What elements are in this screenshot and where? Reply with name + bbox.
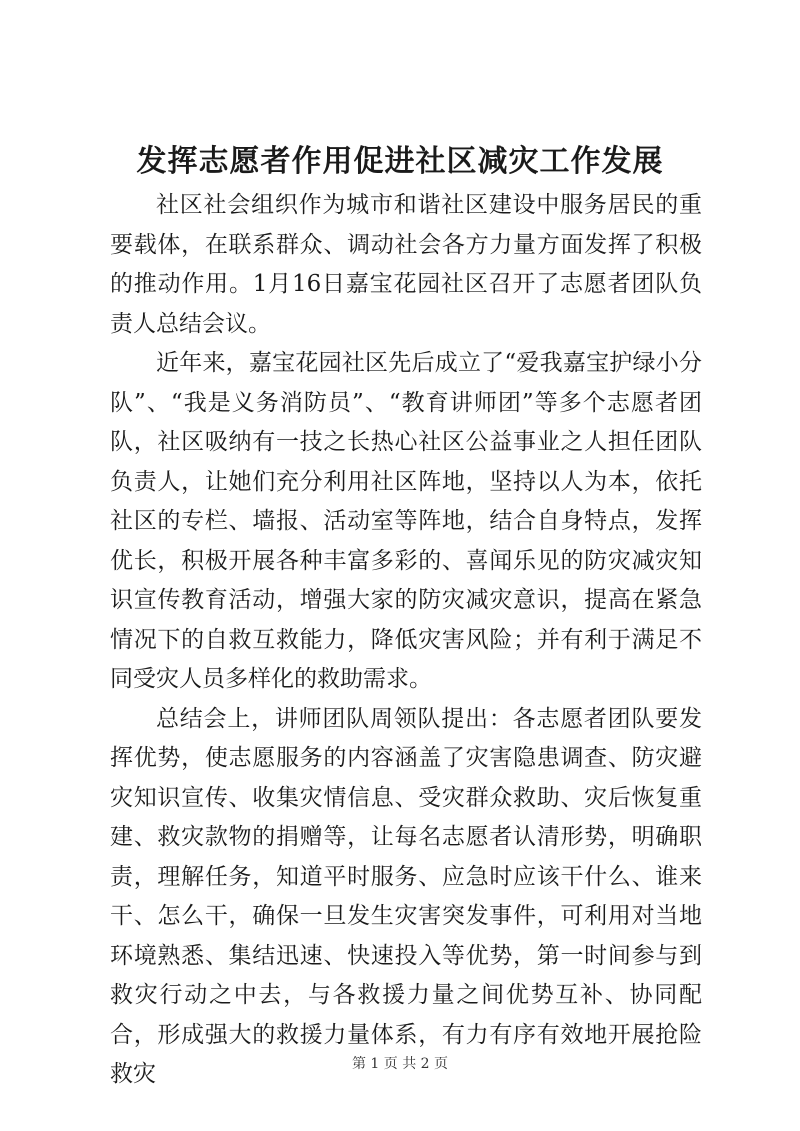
paragraph-3: 总结会上，讲师团队周领队提出：各志愿者团队要发挥优势，使志愿服务的内容涵盖了灾害隐患调查、防灾避灾知识宣传、收集灾情信息、受灾群众救助、灾后恢复重建、救灾款物的捐赠等，让每名志愿者认清形势，明确职责，理解任务，知道平时服务、应急时应该干什么、谁来干、怎么干，确保一旦发生灾害突发事件，可利用对当地环境熟悉、集结迅速、快速投入等优势，第一时间参与到救灾行动之中去，与各救援力量之间优势互补、协同配合，形成强大的救援力量体系，有力有序有效地开展抢险救灾 [110,705,702,1087]
document-body [110,186,702,1095]
page-footer: 第 1 页 共 2 页 [351,1056,449,1072]
document-title: 发挥志愿者作用促进社区减灾工作发展 [136,144,664,179]
paragraph-1: 社区社会组织作为城市和谐社区建设中服务居民的重要载体，在联系群众、调动社会各方力量方面发挥了积极的推动作用。1月16日嘉宝花园社区召开了志愿者团队负责人总结会议。 [110,192,702,337]
paragraph-2: 近年来，嘉宝花园社区先后成立了“爱我嘉宝护绿小分队”、“我是义务消防员”、“教育讲师团”等多个志愿者团队，社区吸纳有一技之长热心社区公益事业之人担任团队负责人，让她们充分利用社区阵地，坚持以人为本，依托社区的专栏、墙报、活动室等阵地，结合自身特点，发挥优长，积极开展各种丰富多彩的、喜闻乐见的防灾减灾知识宣传教育活动，增强大家的防灾减灾意识，提高在紧急情况下的自救互救能力，降低灾害风险；并有利于满足不同受灾人员多样化的救助需求。 [110,350,702,692]
